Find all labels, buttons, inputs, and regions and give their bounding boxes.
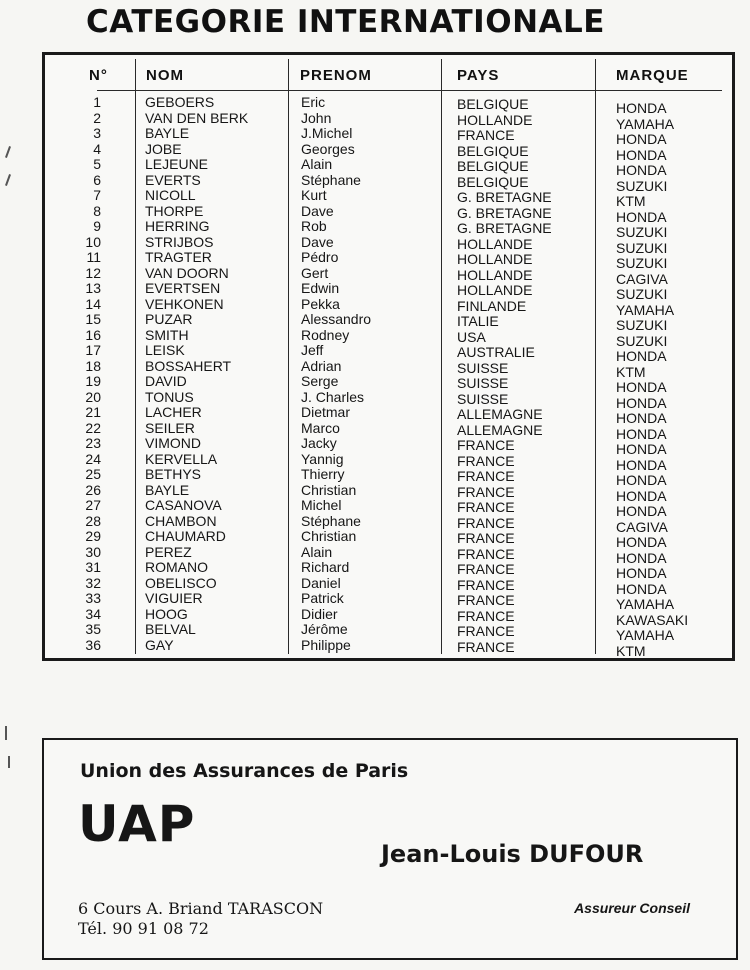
cell-pays: FRANCE	[457, 638, 515, 655]
cell-num: 10	[85, 233, 101, 250]
cell-num: 3	[93, 125, 101, 141]
cell-pays: FRANCE	[457, 561, 515, 577]
table-row	[45, 574, 732, 597]
cell-prenom: Rodney	[301, 326, 350, 343]
table-row	[45, 605, 732, 628]
cell-prenom: Adrian	[301, 357, 342, 374]
table-row	[45, 528, 732, 550]
cell-num: 7	[93, 187, 101, 203]
cell-num: 5	[93, 156, 101, 172]
cell-prenom: Gert	[301, 264, 329, 281]
cell-prenom: Eric	[301, 94, 326, 110]
cell-marque: SUZUKI	[616, 286, 668, 302]
table-row	[45, 466, 732, 488]
cell-pays: FRANCE	[457, 576, 515, 593]
cell-prenom: Alessandro	[301, 311, 372, 327]
cell-pays: FRANCE	[457, 592, 515, 608]
cell-num: 9	[93, 218, 101, 234]
cell-marque: CAGIVA	[616, 518, 668, 535]
cell-num: 11	[86, 249, 101, 265]
cell-marque: CAGIVA	[616, 270, 668, 287]
cell-marque: YAMAHA	[616, 596, 675, 612]
cell-num: 15	[85, 311, 101, 327]
cell-marque: YAMAHA	[616, 627, 675, 643]
cell-num: 14	[85, 295, 101, 312]
cell-prenom: Dietmar	[301, 404, 351, 420]
cell-prenom: Patrick	[301, 590, 344, 606]
table-row	[45, 450, 732, 473]
cell-num: 35	[85, 621, 101, 637]
cell-pays: FRANCE	[457, 483, 515, 500]
cell-nom: BETHYS	[145, 466, 202, 482]
cell-marque: HONDA	[616, 549, 667, 566]
ad-phone: Tél. 90 91 08 72	[78, 919, 209, 938]
table-row	[45, 559, 732, 581]
cell-nom: VIMOND	[145, 435, 201, 451]
cell-num: 32	[85, 574, 101, 591]
cell-nom: VEHKONEN	[145, 295, 224, 312]
cell-marque: HONDA	[616, 425, 667, 442]
cell-nom: VAN DOORN	[145, 264, 229, 281]
table-row	[45, 543, 732, 566]
cell-prenom: Dave	[301, 233, 334, 250]
cell-num: 26	[85, 481, 101, 498]
table-row	[45, 326, 732, 349]
cell-pays: FRANCE	[457, 468, 515, 484]
cell-marque: YAMAHA	[616, 115, 675, 132]
cell-pays: HOLLANDE	[457, 251, 533, 267]
cell-num: 4	[93, 140, 101, 157]
header-marque: MARQUE	[616, 67, 689, 84]
cell-prenom: Serge	[301, 373, 339, 389]
cell-marque: HONDA	[616, 162, 667, 178]
cell-pays: ALLEMAGNE	[457, 421, 543, 438]
table-row	[45, 249, 732, 271]
cell-marque: SUZUKI	[616, 255, 668, 271]
participants-table	[42, 52, 735, 661]
ad-contact	[78, 899, 323, 939]
cell-num: 1	[93, 94, 101, 110]
cell-pays: ALLEMAGNE	[457, 406, 543, 422]
table-row	[45, 94, 732, 116]
table-row	[45, 590, 732, 612]
cell-marque: SUZUKI	[616, 332, 668, 349]
cell-marque: KTM	[616, 642, 646, 659]
scan-mark	[5, 174, 11, 186]
cell-marque: HONDA	[616, 503, 667, 519]
cell-num: 8	[93, 202, 101, 219]
cell-pays: HOLLANDE	[457, 111, 533, 128]
cell-pays: SUISSE	[457, 375, 509, 391]
table-row	[45, 311, 732, 333]
scan-mark	[8, 756, 10, 768]
cell-nom: TRAGTER	[145, 249, 212, 265]
cell-prenom: J.Michel	[301, 125, 353, 141]
cell-marque: HONDA	[616, 580, 667, 597]
cell-num: 29	[85, 528, 101, 544]
cell-pays: ITALIE	[457, 313, 499, 329]
table-row	[45, 140, 732, 163]
cell-prenom: Alain	[301, 543, 333, 560]
cell-nom: OBELISCO	[145, 574, 217, 591]
cell-prenom: Pédro	[301, 249, 339, 265]
cell-num: 6	[93, 171, 101, 188]
cell-pays: FRANCE	[457, 452, 515, 469]
cell-nom: SMITH	[145, 326, 189, 343]
cell-num: 22	[85, 419, 101, 436]
cell-nom: EVERTS	[145, 171, 201, 188]
cell-marque: SUZUKI	[616, 177, 668, 194]
cell-pays: FRANCE	[457, 127, 515, 143]
cell-pays: SUISSE	[457, 359, 509, 376]
cell-pays: G. BRETAGNE	[457, 204, 552, 221]
cell-num: 34	[85, 605, 101, 622]
cell-marque: HONDA	[616, 565, 667, 581]
table-row	[45, 497, 732, 519]
cell-num: 16	[85, 326, 101, 343]
cell-pays: FINLANDE	[457, 297, 527, 314]
cell-marque: KAWASAKI	[616, 611, 689, 628]
cell-nom: PUZAR	[145, 311, 193, 327]
cell-marque: HONDA	[616, 100, 667, 116]
cell-prenom: Dave	[301, 202, 334, 219]
cell-marque: SUZUKI	[616, 317, 668, 333]
table-row	[45, 419, 732, 442]
cell-nom: DAVID	[145, 373, 187, 389]
cell-marque: HONDA	[616, 456, 667, 473]
cell-nom: BAYLE	[145, 481, 190, 498]
cell-num: 27	[85, 497, 101, 513]
cell-nom: VAN DEN BERK	[145, 109, 249, 126]
cell-nom: NICOLL	[145, 187, 196, 203]
cell-nom: TONUS	[145, 388, 194, 405]
cell-prenom: Georges	[301, 140, 355, 157]
scan-mark	[5, 146, 11, 158]
page-title: CATEGORIE INTERNATIONALE	[86, 4, 605, 40]
header-num: N°	[89, 67, 108, 84]
cell-nom: HOOG	[145, 605, 188, 622]
ad-uap-logo: UAP	[78, 795, 196, 853]
cell-pays: SUISSE	[457, 390, 509, 407]
cell-num: 31	[85, 559, 101, 575]
cell-prenom: Jérôme	[301, 621, 348, 637]
cell-nom: SEILER	[145, 419, 195, 436]
table-row	[45, 187, 732, 209]
cell-num: 19	[85, 373, 101, 389]
cell-num: 33	[85, 590, 101, 606]
cell-nom: THORPE	[145, 202, 204, 219]
cell-marque: YAMAHA	[616, 301, 675, 318]
cell-pays: BELGIQUE	[457, 142, 529, 159]
cell-nom: BAYLE	[145, 125, 190, 141]
cell-prenom: J. Charles	[301, 388, 365, 405]
cell-pays: AUSTRALIE	[457, 344, 535, 360]
table-body	[45, 94, 732, 659]
cell-num: 30	[85, 543, 101, 560]
cell-pays: G. BRETAGNE	[457, 220, 552, 236]
cell-marque: HONDA	[616, 208, 667, 225]
ad-agent-name: Jean-Louis DUFOUR	[381, 840, 644, 868]
cell-nom: GEBOERS	[145, 94, 215, 110]
cell-prenom: Edwin	[301, 280, 340, 296]
cell-pays: USA	[457, 328, 486, 345]
cell-prenom: Stéphane	[301, 512, 361, 529]
cell-pays: FRANCE	[457, 514, 515, 531]
cell-marque: HONDA	[616, 410, 667, 426]
cell-pays: FRANCE	[457, 623, 515, 639]
cell-marque: HONDA	[616, 394, 667, 411]
cell-prenom: Yannig	[301, 450, 344, 467]
cell-num: 18	[85, 357, 101, 374]
cell-prenom: Jeff	[301, 342, 324, 358]
table-row	[45, 156, 732, 178]
table-row	[45, 109, 732, 132]
cell-prenom: Stéphane	[301, 171, 361, 188]
cell-num: 24	[85, 450, 101, 467]
cell-prenom: Philippe	[301, 636, 351, 653]
cell-nom: KERVELLA	[145, 450, 218, 467]
table-row	[45, 435, 732, 457]
cell-marque: SUZUKI	[616, 239, 668, 256]
cell-pays: FRANCE	[457, 437, 515, 453]
cell-marque: HONDA	[616, 379, 667, 395]
cell-marque: SUZUKI	[616, 224, 668, 240]
ad-address: 6 Cours A. Briand TARASCON	[78, 899, 324, 918]
header-pays: PAYS	[457, 67, 500, 84]
cell-prenom: Christian	[301, 481, 357, 498]
cell-nom: LEISK	[145, 342, 185, 358]
cell-prenom: Alain	[301, 156, 333, 172]
cell-pays: G. BRETAGNE	[457, 189, 552, 205]
table-row	[45, 218, 732, 240]
cell-marque: HONDA	[616, 487, 667, 504]
cell-prenom: Rob	[301, 218, 327, 234]
cell-pays: BELGIQUE	[457, 158, 529, 174]
cell-prenom: Christian	[301, 528, 357, 544]
table-row	[45, 233, 732, 256]
table-row	[45, 512, 732, 535]
cell-nom: EVERTSEN	[145, 280, 221, 296]
cell-pays: BELGIQUE	[457, 96, 529, 112]
cell-num: 36	[85, 636, 101, 653]
table-row	[45, 388, 732, 411]
table-row	[45, 171, 732, 194]
table-row	[45, 373, 732, 395]
cell-pays: HOLLANDE	[457, 235, 533, 252]
cell-nom: LEJEUNE	[145, 156, 209, 172]
cell-prenom: Thierry	[301, 466, 345, 482]
cell-marque: HONDA	[616, 472, 667, 488]
cell-pays: FRANCE	[457, 530, 515, 546]
table-row	[45, 125, 732, 147]
cell-marque: HONDA	[616, 534, 667, 550]
ad-union-text: Union des Assurances de Paris	[80, 760, 409, 782]
cell-num: 17	[85, 342, 101, 358]
cell-num: 12	[85, 264, 101, 281]
cell-num: 25	[85, 466, 101, 482]
insurance-ad	[42, 738, 738, 960]
table-row	[45, 295, 732, 318]
cell-pays: HOLLANDE	[457, 266, 533, 283]
cell-nom: GAY	[145, 636, 174, 653]
cell-pays: HOLLANDE	[457, 282, 533, 298]
table-row	[45, 636, 732, 659]
cell-num: 20	[85, 388, 101, 405]
table-row	[45, 264, 732, 287]
cell-marque: KTM	[616, 193, 646, 209]
cell-nom: JOBE	[145, 140, 182, 157]
cell-marque: KTM	[616, 363, 646, 380]
cell-prenom: Michel	[301, 497, 342, 513]
cell-num: 13	[85, 280, 101, 296]
cell-nom: ROMANO	[145, 559, 208, 575]
cell-nom: PEREZ	[145, 543, 192, 560]
cell-nom: STRIJBOS	[145, 233, 214, 250]
cell-pays: FRANCE	[457, 499, 515, 515]
header-divider	[97, 90, 722, 91]
cell-pays: FRANCE	[457, 545, 515, 562]
header-nom: NOM	[146, 67, 184, 84]
cell-marque: HONDA	[616, 441, 667, 457]
cell-nom: CASANOVA	[145, 497, 222, 513]
cell-pays: BELGIQUE	[457, 173, 529, 190]
table-row	[45, 280, 732, 302]
cell-marque: HONDA	[616, 131, 667, 147]
header-prenom: PRENOM	[300, 67, 372, 84]
table-row	[45, 481, 732, 504]
cell-num: 28	[85, 512, 101, 529]
cell-marque: HONDA	[616, 146, 667, 163]
table-row	[45, 202, 732, 225]
cell-prenom: Didier	[301, 605, 338, 622]
cell-num: 21	[85, 404, 101, 420]
table-row	[45, 357, 732, 380]
scan-mark	[5, 726, 7, 740]
cell-num: 23	[85, 435, 101, 451]
cell-nom: VIGUIER	[145, 590, 203, 606]
cell-prenom: Marco	[301, 419, 340, 436]
cell-nom: BOSSAHERT	[145, 357, 232, 374]
cell-prenom: John	[301, 109, 332, 126]
table-row	[45, 342, 732, 364]
cell-nom: BELVAL	[145, 621, 196, 637]
cell-marque: HONDA	[616, 348, 667, 364]
table-row	[45, 621, 732, 643]
cell-nom: CHAUMARD	[145, 528, 226, 544]
cell-nom: LACHER	[145, 404, 202, 420]
cell-prenom: Pekka	[301, 295, 340, 312]
table-row	[45, 404, 732, 426]
cell-pays: FRANCE	[457, 607, 515, 624]
cell-nom: HERRING	[145, 218, 210, 234]
cell-prenom: Jacky	[301, 435, 337, 451]
cell-prenom: Kurt	[301, 187, 327, 203]
cell-nom: CHAMBON	[145, 512, 217, 529]
cell-num: 2	[93, 109, 101, 126]
cell-prenom: Daniel	[301, 574, 341, 591]
ad-role: Assureur Conseil	[574, 900, 690, 916]
cell-prenom: Richard	[301, 559, 350, 575]
